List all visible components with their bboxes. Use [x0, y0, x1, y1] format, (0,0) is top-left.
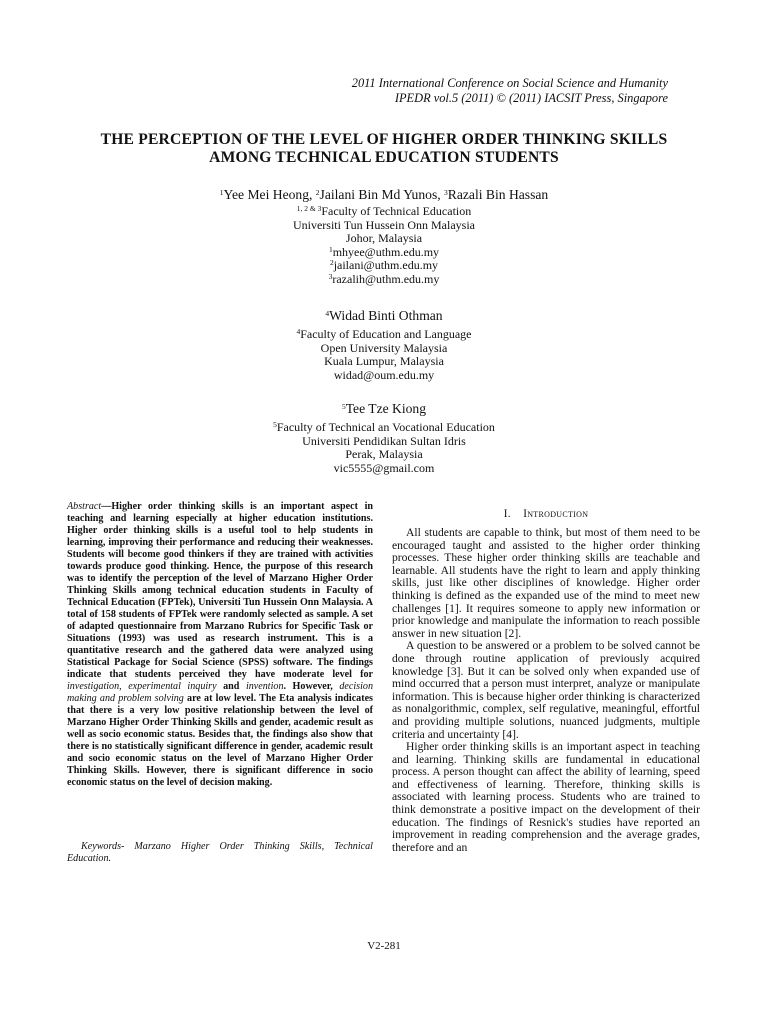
author-5: Tee Tze Kiong	[345, 401, 427, 416]
affil-faculty-1	[0, 205, 768, 219]
author-group-3	[0, 400, 768, 475]
intro-paragraph-1: All students are capable to think, but most of them need to be encouraged taught and assisted to the higher order thinking processes. These higher order thinking skills are teachable and learnable. All students have the right to learn and apply thinking skills, just like other disciplines of knowledge. Higher order thinking is defined as the expanded use of the mind to meet new challenges [1]. It requires someone to apply new information or prior knowledge and manipulate the information to reach possible answer in new situation [2].	[392, 526, 700, 640]
author-4-sup: 4	[325, 309, 330, 318]
title-line-1: THE PERCEPTION OF THE LEVEL OF HIGHER ORDER THINKING SKILLS	[100, 131, 668, 148]
affil-sup-1: 1, 2 & 3	[296, 204, 322, 213]
email-1	[0, 246, 768, 260]
section-title: Introduction	[523, 508, 589, 520]
introduction-body	[392, 527, 700, 854]
author-group-1	[0, 186, 768, 287]
publisher-line: IPEDR vol.5 (2011) © (2011) IACSIT Press, Singapore	[394, 91, 668, 105]
abstract-text-3: are at low level. The Eta analysis indicates that there is a very low positive relationship between the level of Marzano Higher Order Thinking Skills and gender, academic result as well as socio economic status. Besides that, the findings also show that there is no statistically significant difference in gender, academic result and socio economic status on the level of Marzano Higher Order Thinking Skills. However, there is significant difference in socio economic status on the level of decision making.	[67, 693, 373, 788]
author-3-sup: 3	[444, 188, 448, 197]
author-1: Yee Mei Heong,	[223, 187, 316, 202]
intro-paragraph-2: A question to be answered or a problem to be solved cannot be done through routine application of previously acquired knowledge [3]. But it can be solved only when expanded use of mind occurred that a person must interpret, analyze or manipulate information. This is because higher order thinking is characterized as nonalgorithmic, complex, self regulative, meaningful, effortful and providing multiple solutions, nuanced judgments, multiple criteria and uncertainty [4].	[392, 639, 700, 741]
abstract-label: Abstract	[67, 501, 102, 512]
abstract-text-1: Higher order thinking skills is an important aspect in teaching and learning especially at higher education institutions. Higher order thinking skills is a useful tool to help students in learning, improving their performance and reducing their weaknesses. Students will become good thinkers if they are trained with activities towards produce good thinking. Hence, the purpose of this research was to identify the perception of the level of Marzano Higher Order Thinking Skills among technical education students in Faculty of Technical Education (FPTek), Universiti Tun Hussein Onn Malaysia. A total of 158 students of FPTek were randomly selected as sample. A set of adapted questionnaire from Marzano Rubrics for Specific Task or Situations (1993) was used as research instrument. This is a quantitative research and the gathered data were analyzed using Statistical Package for Social Science (SPSS) software. The findings indicate that students perceived they have moderate level for	[67, 501, 373, 680]
email-4: widad@oum.edu.my	[333, 367, 435, 382]
author-1-sup: 1	[219, 188, 224, 197]
affil-university-2: Open University Malaysia	[320, 340, 448, 355]
title-line-2: AMONG TECHNICAL EDUCATION STUDENTS	[209, 149, 559, 166]
affil-faculty-text-3: Faculty of Technical an Vocational Education	[276, 420, 495, 434]
conference-name: 2011 International Conference on Social Science and Humanity	[351, 76, 668, 90]
abstract	[67, 501, 373, 789]
email-3	[0, 273, 768, 287]
email-2-text: jailani@uthm.edu.my	[333, 258, 439, 273]
affil-location-3: Perak, Malaysia	[345, 447, 423, 462]
affiliation-1	[0, 205, 768, 287]
author-4: Widad Binti Othman	[329, 308, 443, 323]
intro-paragraph-3: Higher order thinking skills is an important aspect in teaching and learning. Thinking skills are fundamental in educational process. A person thought can affect the ability of learning, speed and effectiveness of learning. Therefore, thinking skills is associated with learning process. Students who are trained to think demonstrate a positive impact on the development of their education. The findings of Resnick's studies have reported an improvement in reading comprehension and the average grades, therefore and an	[392, 740, 700, 854]
abstract-emphasis-1: investigation, experimental inquiry	[67, 681, 217, 692]
email-5: vic5555@gmail.com	[333, 460, 435, 475]
paper-title	[40, 131, 728, 167]
section-heading-introduction	[392, 508, 700, 521]
affiliation-3	[0, 421, 768, 475]
author-group-2	[0, 307, 768, 382]
affil-sup-3: 5	[273, 420, 277, 429]
author-3: Razali Bin Hassan	[447, 187, 549, 202]
page-number: V2-281	[367, 940, 401, 952]
affil-location-1: Johor, Malaysia	[345, 231, 423, 246]
affil-sup-2: 4	[296, 327, 301, 336]
affil-faculty-2	[0, 328, 768, 342]
abstract-and: and	[216, 681, 246, 692]
affil-location-2: Kuala Lumpur, Malaysia	[324, 354, 444, 369]
email-3-sup: 3	[328, 271, 333, 281]
affil-faculty-3	[0, 421, 768, 435]
email-1-text: mhyee@uthm.edu.my	[332, 244, 440, 259]
author-name-4	[0, 307, 768, 324]
affil-university-1: Universiti Tun Hussein Onn Malaysia	[292, 217, 475, 232]
email-3-text: razalih@uthm.edu.my	[332, 271, 440, 286]
section-numeral: I.	[503, 508, 511, 520]
author-2: Jailani Bin Md Yunos,	[319, 187, 445, 202]
author-names-1	[0, 186, 768, 203]
email-1-sup: 1	[328, 244, 333, 254]
affiliation-2	[0, 328, 768, 382]
affil-faculty-text-2: Faculty of Education and Language	[300, 327, 472, 341]
email-2-sup: 2	[329, 258, 334, 268]
author-5-sup: 5	[341, 402, 346, 411]
abstract-emphasis-2: invention	[245, 681, 284, 692]
author-2-sup: 2	[315, 188, 320, 197]
abstract-emphasis-3: decision making and problem solving	[67, 681, 373, 704]
abstract-text-2: . However,	[283, 681, 340, 692]
email-2	[0, 259, 768, 273]
keywords: Keywords- Marzano Higher Order Thinking Skills, Technical Education.	[67, 841, 373, 864]
author-name-5	[0, 400, 768, 417]
abstract-dash: —	[101, 501, 112, 512]
affil-faculty-text-1: Faculty of Technical Education	[321, 204, 472, 218]
conference-header	[352, 76, 668, 106]
affil-university-3: Universiti Pendidikan Sultan Idris	[302, 433, 466, 448]
